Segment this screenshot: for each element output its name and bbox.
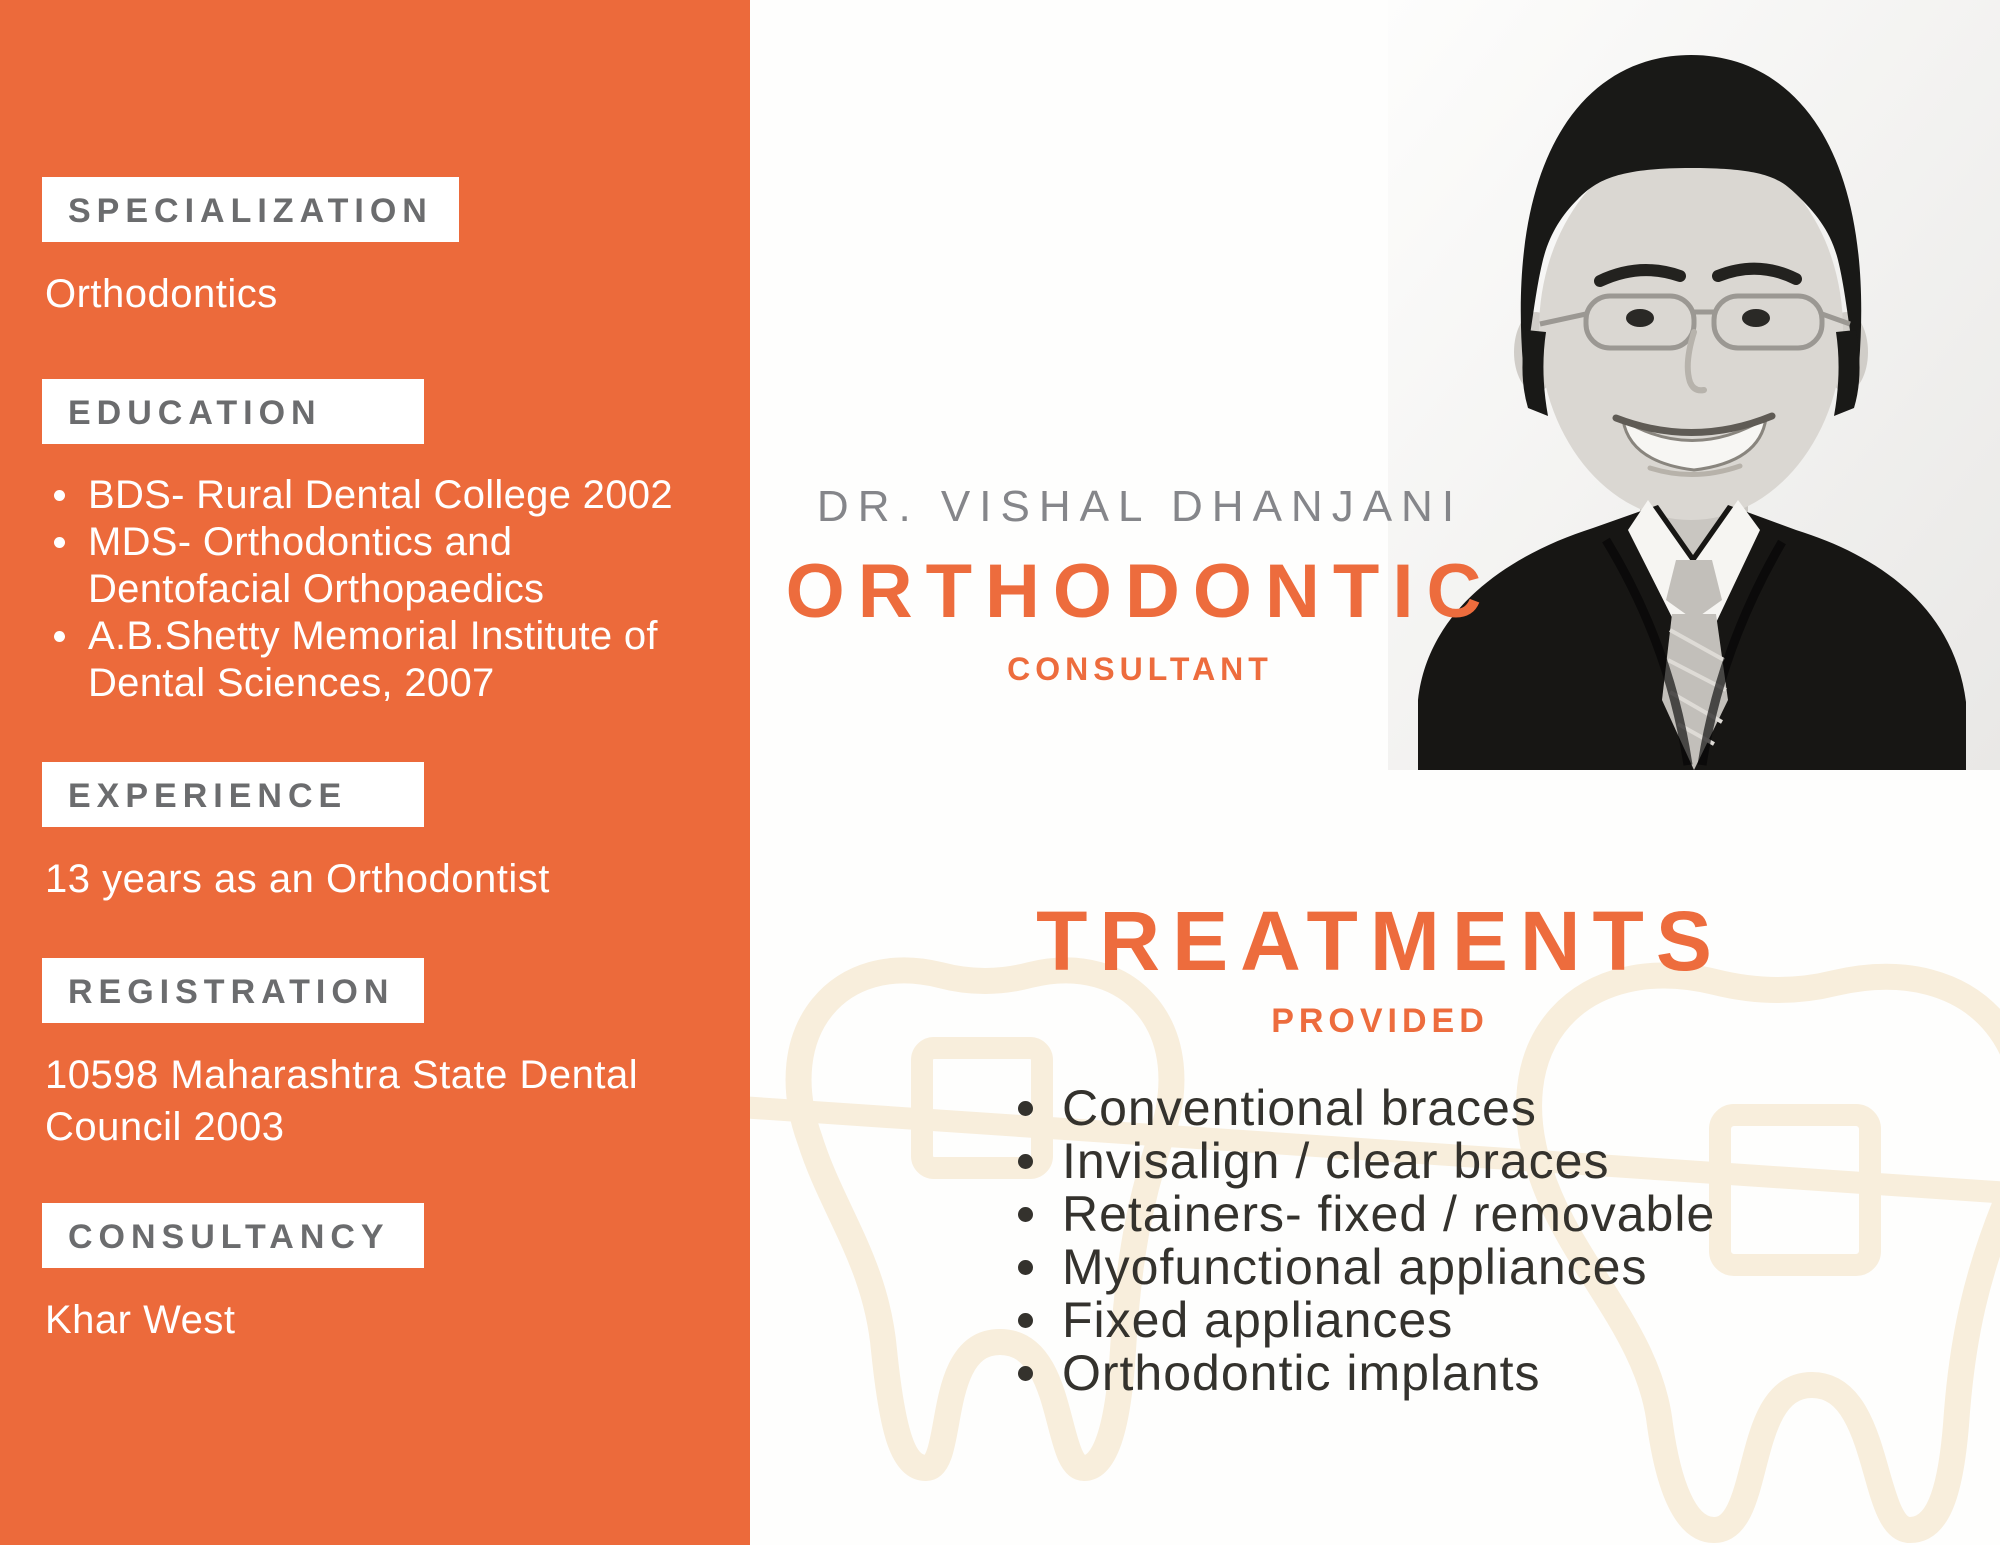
title-block [770, 482, 1510, 688]
education-list [42, 472, 707, 707]
section-specialization [42, 177, 720, 320]
treatment-item: Fixed appliances [1012, 1294, 1932, 1347]
sidebar [0, 0, 750, 1545]
consultancy-label-box [42, 1203, 424, 1268]
section-consultancy [42, 1203, 720, 1346]
main-content [750, 0, 2000, 1545]
experience-label: EXPERIENCE [68, 777, 348, 815]
treatments-heading-block [1030, 893, 1730, 1041]
consultancy-value: Khar West [45, 1298, 236, 1342]
registration-label: REGISTRATION [68, 973, 395, 1011]
treatments-subheading: PROVIDED [1271, 1002, 1489, 1040]
education-label-box [42, 379, 424, 444]
treatment-item: Orthodontic implants [1012, 1347, 1932, 1400]
doctor-title: ORTHODONTIC [785, 549, 1495, 634]
specialization-value: Orthodontics [45, 272, 278, 316]
experience-label-box [42, 762, 424, 827]
education-item: A.B.Shetty Memorial Institute of Dental Sciences, 2007 [42, 613, 707, 707]
education-item: MDS- Orthodontics and Dentofacial Orthopaedics [42, 519, 707, 613]
treatment-item: Myofunctional appliances [1012, 1241, 1932, 1294]
specialization-label-box [42, 177, 459, 242]
treatment-item: Invisalign / clear braces [1012, 1135, 1932, 1188]
doctor-name: DR. VISHAL DHANJANI [816, 482, 1464, 531]
education-item: BDS- Rural Dental College 2002 [42, 472, 707, 519]
section-education [42, 379, 720, 707]
treatment-item: Retainers- fixed / removable [1012, 1188, 1932, 1241]
doctor-subtitle: CONSULTANT [1007, 651, 1273, 687]
section-registration [42, 958, 720, 1153]
treatment-item: Conventional braces [1012, 1082, 1932, 1135]
education-label: EDUCATION [68, 394, 322, 432]
treatments-heading: TREATMENTS [1036, 894, 1724, 988]
registration-value: 10598 Maharashtra State Dental Council 2003 [45, 1053, 639, 1149]
registration-label-box [42, 958, 424, 1023]
experience-value: 13 years as an Orthodontist [45, 857, 550, 901]
section-experience [42, 762, 720, 905]
treatments-list [1012, 1082, 1932, 1400]
specialization-label: SPECIALIZATION [68, 192, 433, 230]
consultancy-label: CONSULTANCY [68, 1218, 390, 1256]
